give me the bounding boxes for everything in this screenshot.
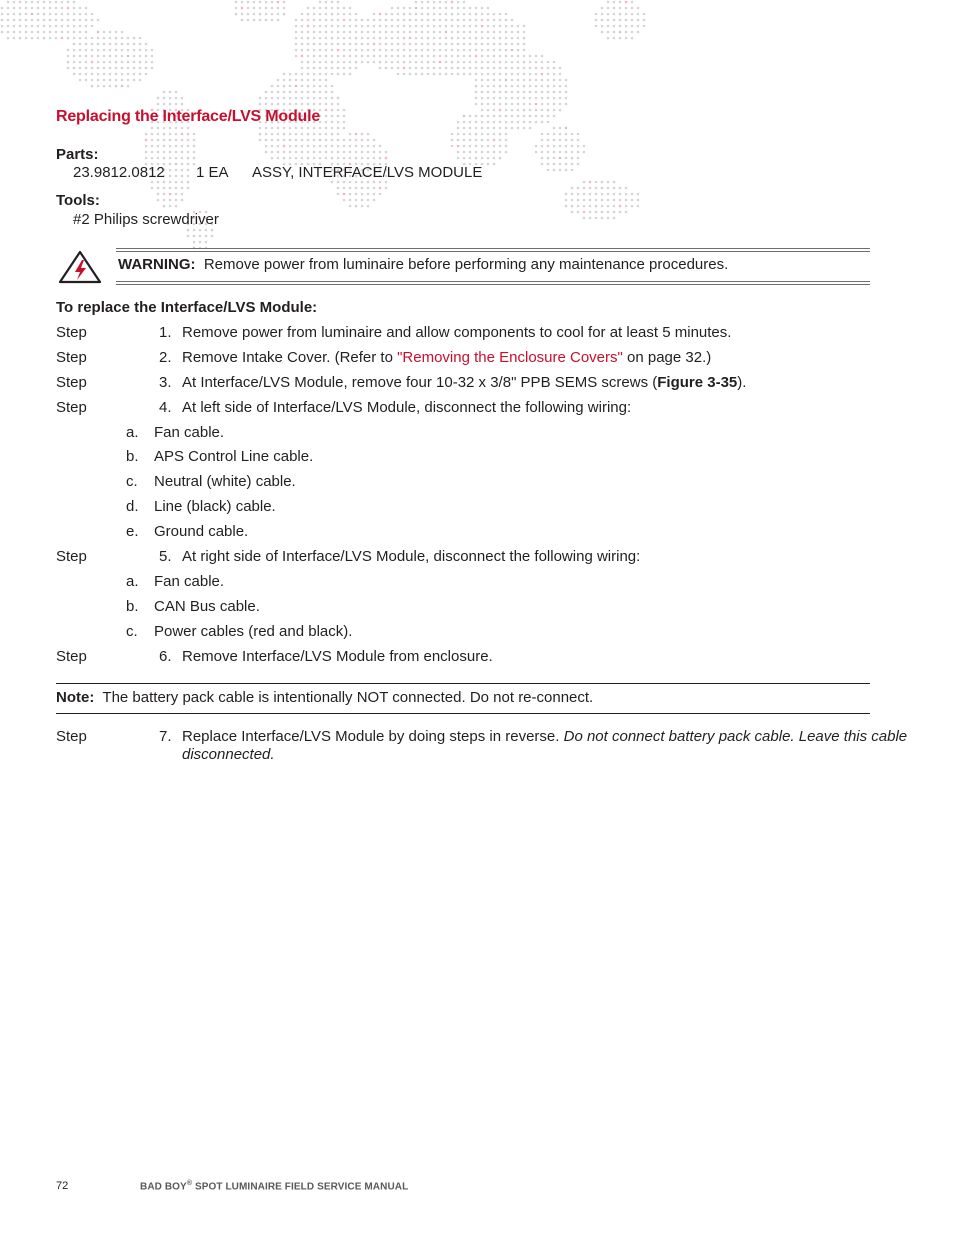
sub-item-text: CAN Bus cable. xyxy=(154,598,260,615)
part-quantity: 1 EA xyxy=(196,164,229,181)
tool-item: #2 Philips screwdriver xyxy=(73,211,219,228)
step-1 xyxy=(56,324,876,344)
sub-item-letter: c. xyxy=(126,473,138,490)
cross-reference-link[interactable]: "Removing the Enclosure Covers" xyxy=(397,349,623,366)
note-text: The battery pack cable is intentionally NOT connected. Do not re-connect. xyxy=(102,689,594,706)
step-text-part: At Interface/LVS Module, remove four 10-32 x 3/8" PPB SEMS screws ( xyxy=(182,374,658,391)
footer-title xyxy=(140,1180,408,1192)
step-number: 3. xyxy=(159,374,172,391)
sub-item-letter: b. xyxy=(126,598,139,615)
step-word: Step xyxy=(56,324,87,341)
sub-item-text: Power cables (red and black). xyxy=(154,623,353,640)
step-number: 6. xyxy=(159,648,172,665)
warning-bottom-rule xyxy=(116,281,870,285)
step-text: Remove power from luminaire and allow components to cool for at least 5 minutes. xyxy=(182,324,732,341)
note-top-rule xyxy=(56,683,870,684)
step-7 xyxy=(56,728,908,768)
sub-item-text: Fan cable. xyxy=(154,424,225,441)
step-number: 4. xyxy=(159,399,172,416)
warning-top-rule xyxy=(116,248,870,252)
step-text: At right side of Interface/LVS Module, disconnect the following wiring: xyxy=(182,548,641,565)
warning-text: Remove power from luminaire before performing any maintenance procedures. xyxy=(203,256,729,273)
footer-title-brand: BAD BOY xyxy=(140,1181,187,1193)
step-6 xyxy=(56,648,876,668)
step-word: Step xyxy=(56,548,87,565)
step-text xyxy=(182,349,912,367)
section-title: Replacing the Interface/LVS Module xyxy=(56,108,321,125)
sub-item-text: Neutral (white) cable. xyxy=(154,473,296,490)
sub-item-text: Ground cable. xyxy=(154,523,249,540)
sub-item-text: Fan cable. xyxy=(154,573,225,590)
step-text-part: Replace Interface/LVS Module by doing steps in reverse. xyxy=(182,728,564,745)
step-4 xyxy=(56,399,876,419)
sub-item-letter: c. xyxy=(126,623,138,640)
sub-item-letter: b. xyxy=(126,448,139,465)
sub-item-letter: e. xyxy=(126,523,139,540)
step-3 xyxy=(56,374,876,394)
step-text xyxy=(182,374,912,392)
step-word: Step xyxy=(56,374,87,391)
step-text: Remove Interface/LVS Module from enclosure. xyxy=(182,648,493,665)
footer-title-rest: SPOT LUMINAIRE FIELD SERVICE MANUAL xyxy=(192,1181,409,1193)
part-description: ASSY, INTERFACE/LVS MODULE xyxy=(252,164,483,181)
step-text-part: ). xyxy=(737,374,747,391)
note-bottom-rule xyxy=(56,713,870,714)
step-text: At left side of Interface/LVS Module, disconnect the following wiring: xyxy=(182,399,632,416)
tools-label: Tools: xyxy=(56,192,100,209)
step-word: Step xyxy=(56,349,87,366)
note xyxy=(56,689,593,706)
electrical-hazard-icon xyxy=(58,250,102,284)
warning-message xyxy=(118,256,728,273)
step-number: 5. xyxy=(159,548,172,565)
step-word: Step xyxy=(56,728,87,745)
step-number: 7. xyxy=(159,728,172,745)
page-number: 72 xyxy=(56,1180,69,1192)
sub-item-letter: a. xyxy=(126,573,139,590)
sub-item-letter: a. xyxy=(126,424,139,441)
note-label: Note: xyxy=(56,689,95,706)
step-text xyxy=(182,728,912,764)
sub-item-text: APS Control Line cable. xyxy=(154,448,314,465)
step-text-part: Remove Intake Cover. (Refer to xyxy=(182,349,398,366)
step-italic-text: Do not connect battery pack cable. Leave this cable disconnected. xyxy=(182,728,908,763)
step-number: 1. xyxy=(159,324,172,341)
step-2 xyxy=(56,349,876,369)
registered-mark: ® xyxy=(186,1180,193,1187)
part-number: 23.9812.0812 xyxy=(73,164,165,181)
step-word: Step xyxy=(56,648,87,665)
step-text-part: on page 32.) xyxy=(622,349,712,366)
sub-item-text: Line (black) cable. xyxy=(154,498,276,515)
sub-item-letter: d. xyxy=(126,498,139,515)
procedure-heading: To replace the Interface/LVS Module: xyxy=(56,299,318,316)
parts-label: Parts: xyxy=(56,146,99,163)
figure-reference: Figure 3-35 xyxy=(657,374,738,391)
warning-label: WARNING: xyxy=(118,256,196,273)
step-word: Step xyxy=(56,399,87,416)
step-5 xyxy=(56,548,876,568)
step-number: 2. xyxy=(159,349,172,366)
